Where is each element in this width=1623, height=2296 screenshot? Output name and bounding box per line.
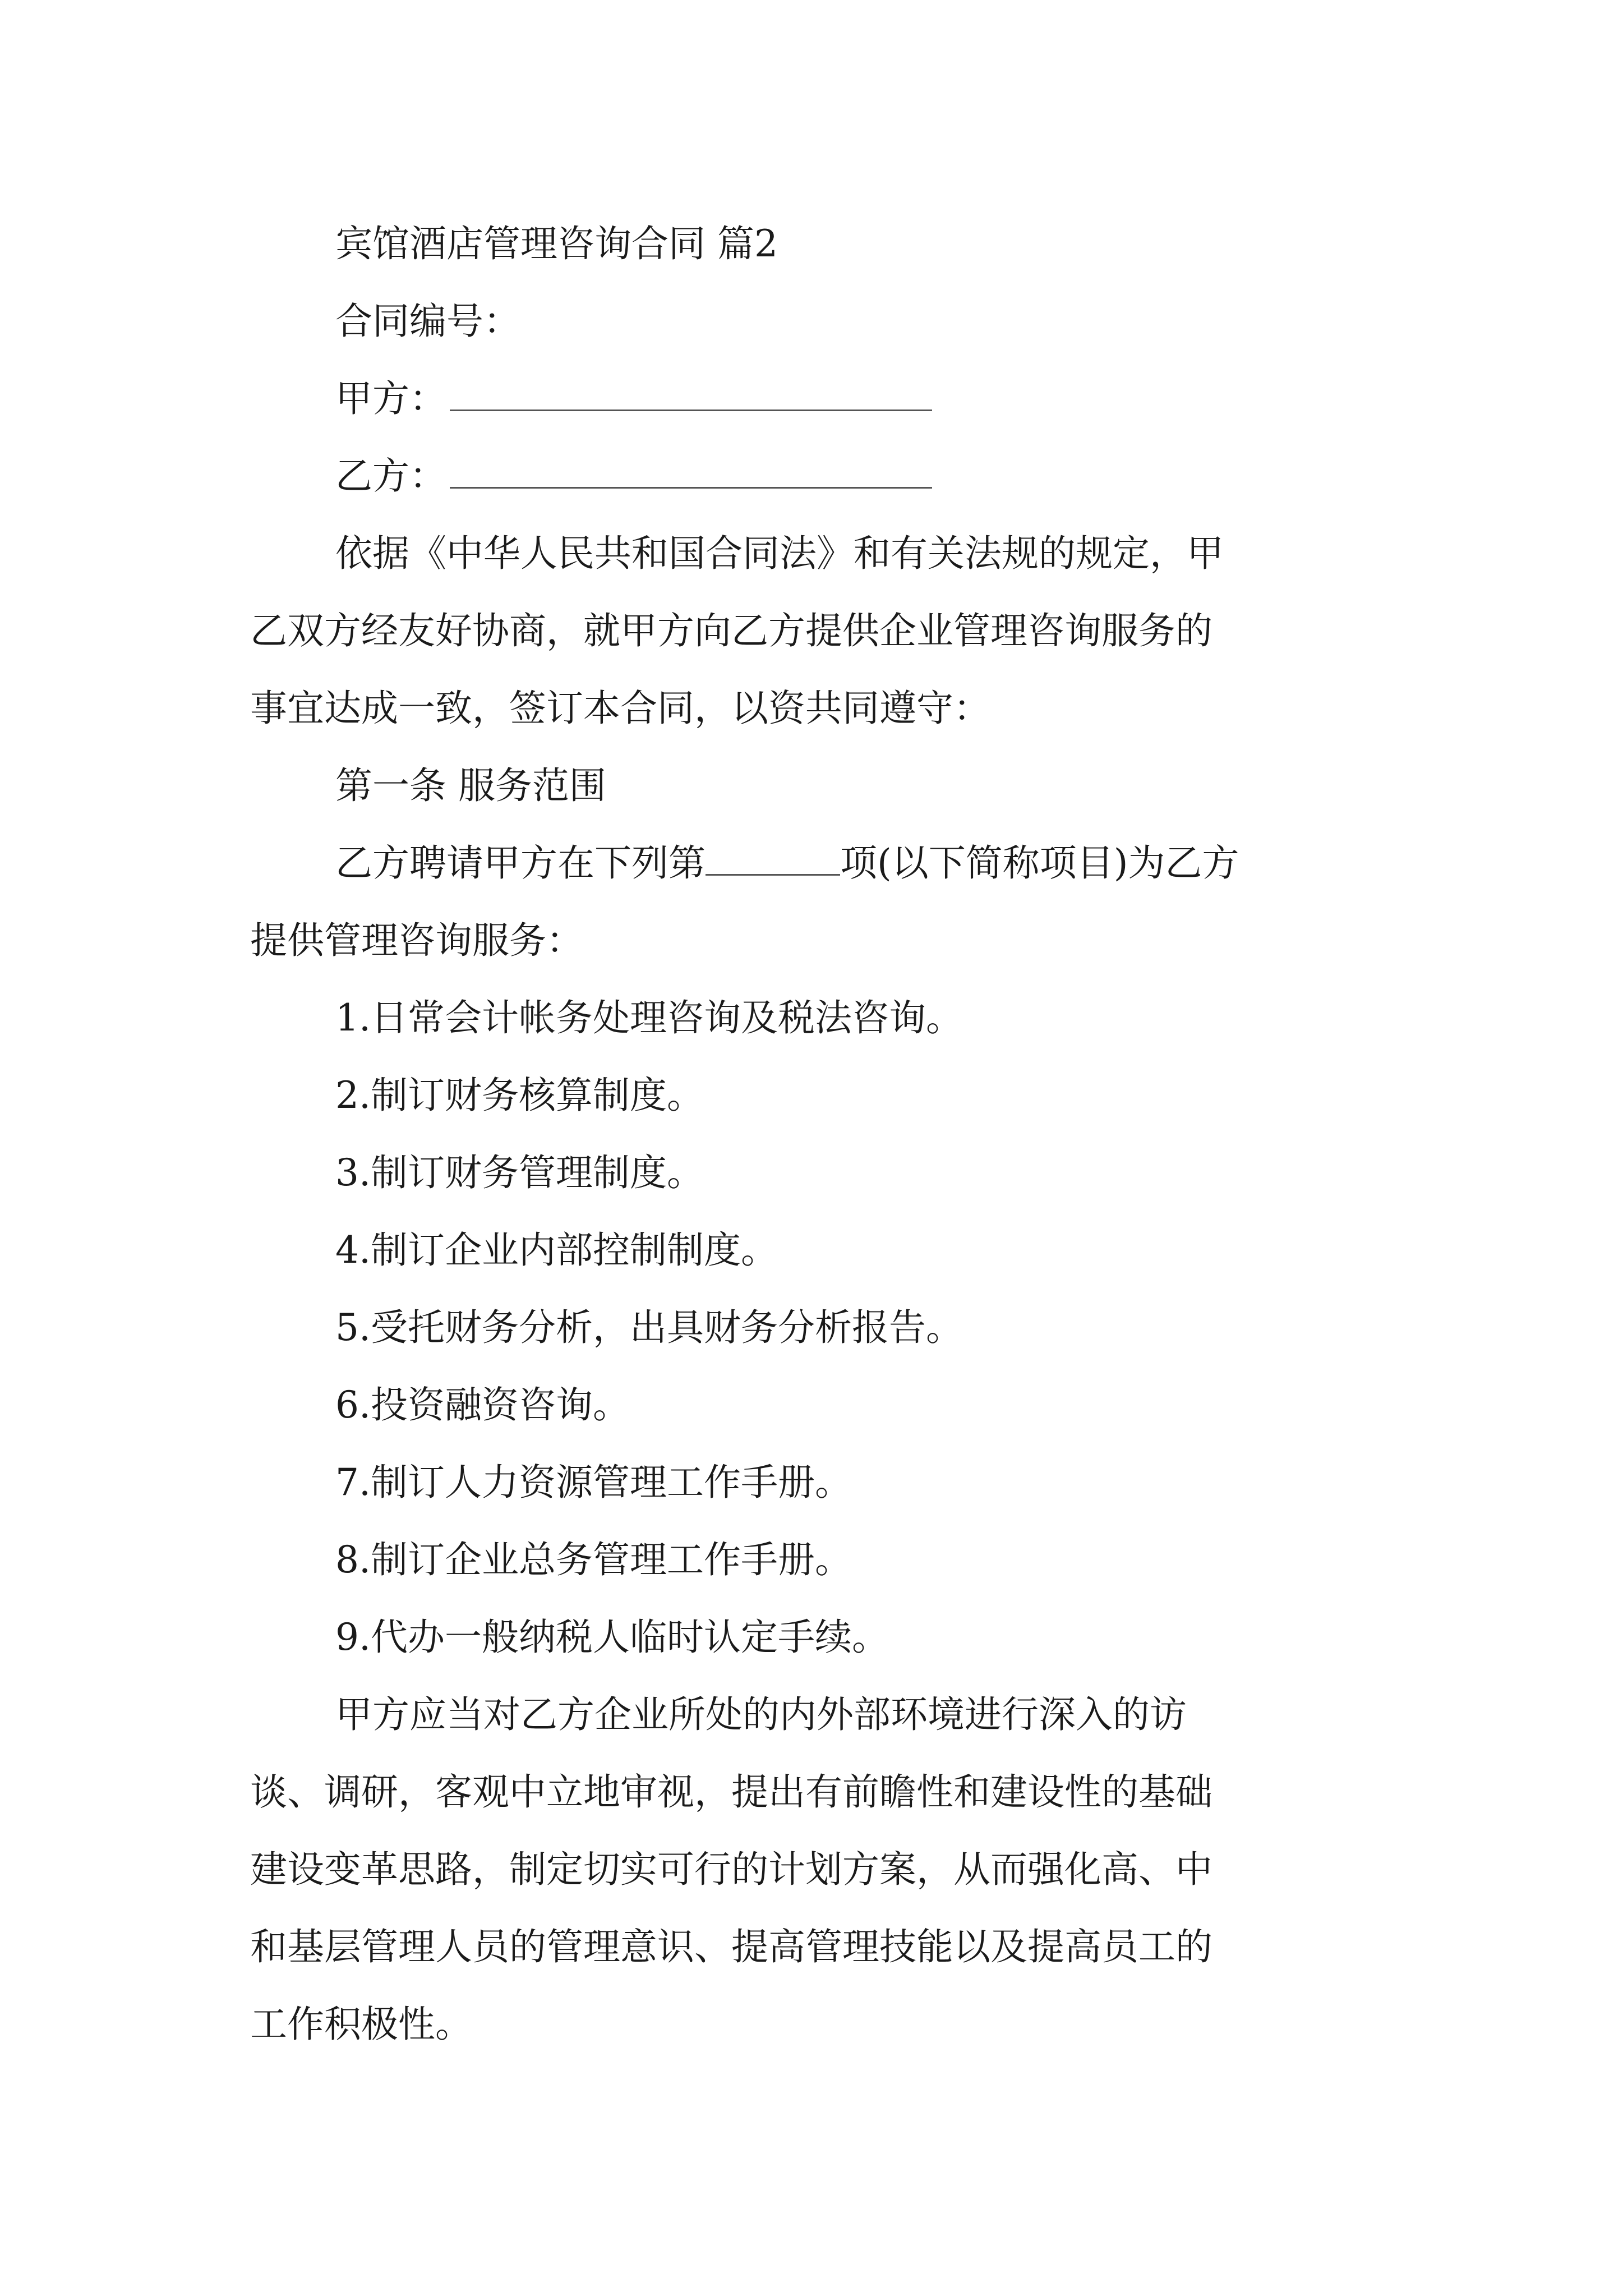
scope-line [335,841,1239,885]
closing-line: 和基层管理人员的管理意识、提高管理技能以及提高员工的 [250,1925,1212,1968]
scope-line: 提供管理咨询服务： [250,919,583,962]
document-title: 宾馆酒店管理咨询合同 篇2 [335,222,778,265]
party-b-blank [450,476,932,489]
contract-number-label: 合同编号： [335,300,520,343]
party-a-label: 甲方： [335,377,446,420]
closing-line: 建设变革思路，制定切实可行的计划方案，从而强化高、中 [250,1848,1212,1891]
party-b-label: 乙方： [335,454,446,498]
list-item: 9.代办一般纳税人临时认定手续。 [335,1616,889,1659]
list-item: 1.日常会计帐务处理咨询及税法咨询。 [335,996,963,1039]
intro-line: 依据《中华人民共和国合同法》和有关法规的规定，甲 [335,532,1224,575]
party-a-line [335,377,932,420]
closing-line: 工作积极性。 [250,2003,472,2046]
list-item: 2.制订财务核算制度。 [335,1074,704,1117]
closing-line: 谈、调研，客观中立地审视，提出有前瞻性和建设性的基础 [250,1770,1212,1814]
article-1-heading: 第一条 服务范围 [335,764,606,807]
list-item: 4.制订企业内部控制制度。 [335,1228,778,1272]
intro-line: 事宜达成一致，签订本合同，以资共同遵守： [250,687,990,730]
party-a-blank [450,398,932,411]
closing-line: 甲方应当对乙方企业所处的内外部环境进行深入的访 [335,1693,1187,1736]
item-number-blank [706,863,840,876]
scope-text-after: 项(以下简称项目)为乙方 [840,841,1239,885]
list-item: 8.制订企业总务管理工作手册。 [335,1538,852,1581]
list-item: 3.制订财务管理制度。 [335,1151,704,1194]
list-item: 7.制订人力资源管理工作手册。 [335,1461,852,1504]
party-b-line [335,454,932,498]
list-item: 5.受托财务分析，出具财务分析报告。 [335,1306,963,1349]
scope-text-before: 乙方聘请甲方在下列第 [335,841,706,885]
list-item: 6.投资融资咨询。 [335,1383,630,1427]
intro-line: 乙双方经友好协商，就甲方向乙方提供企业管理咨询服务的 [250,609,1212,652]
